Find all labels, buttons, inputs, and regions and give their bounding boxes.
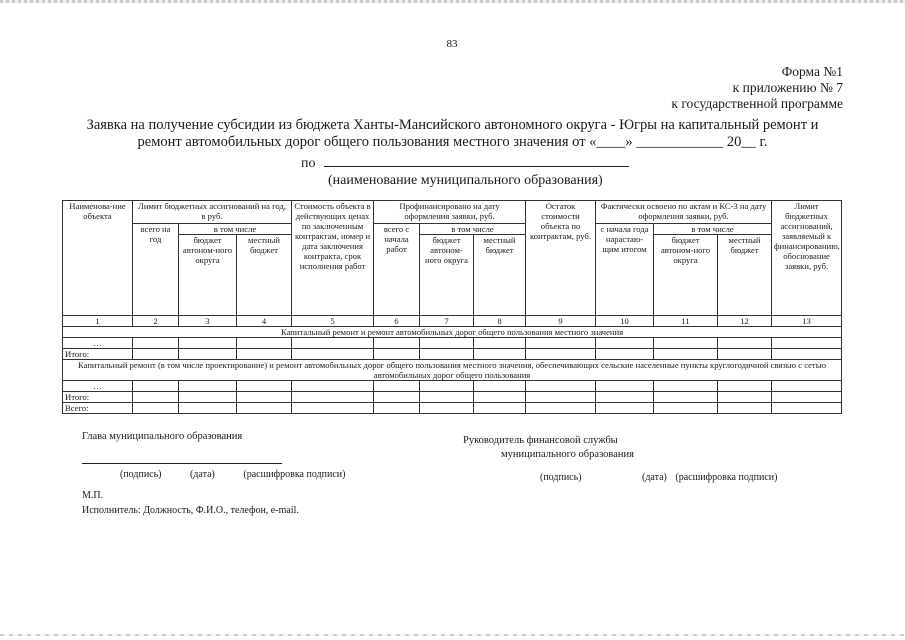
column-number: 9 xyxy=(526,316,596,327)
column-number: 12 xyxy=(718,316,772,327)
column-number: 10 xyxy=(596,316,654,327)
section-1-heading: Капитальный ремонт и ремонт автомобильных дорог общего пользования местного значения xyxy=(63,327,842,338)
transcript-label: (расшифровка подписи) xyxy=(243,469,346,480)
section-2-row xyxy=(63,360,842,381)
header-actual-total: с начала года нарастаю-щим итогом xyxy=(596,224,654,316)
po-label: по xyxy=(301,156,316,171)
executor-line: Исполнитель: Должность, Ф.И.О., телефон, e-mail. xyxy=(82,505,299,516)
column-numbers-row xyxy=(63,316,842,327)
header-row-1 xyxy=(63,201,842,224)
scan-edge-bottom xyxy=(0,634,905,636)
seal-place: М.П. xyxy=(82,490,104,501)
section-2-heading: Капитальный ремонт (в том числе проектирование) и ремонт автомобильных дорог общего пользования местного значения, обеспечивающих сельские населенные пункты круглогодичной связью с сетью автомобильных дорог общего пользования xyxy=(63,360,842,381)
municipality-blank xyxy=(324,154,629,167)
head-signature-title: Глава муниципального образования xyxy=(82,431,243,442)
section-2-total-row xyxy=(63,392,842,403)
finance-head-title-2: муниципального образования xyxy=(501,449,634,460)
document-title xyxy=(60,117,845,151)
column-number: 11 xyxy=(654,316,718,327)
page-number: 83 xyxy=(446,38,458,50)
header-financed: Профинансировано на дату оформления заявки, руб. xyxy=(374,201,526,224)
date-label: (дата) xyxy=(190,469,215,480)
application-table xyxy=(62,200,842,414)
section-1-row xyxy=(63,327,842,338)
header-actual-incl: в том числе xyxy=(654,224,772,235)
header-row-2 xyxy=(63,224,842,235)
header-actual-okrug: бюджет автоном-ного округа xyxy=(654,235,718,316)
finance-head-title-1: Руководитель финансовой службы xyxy=(463,435,618,446)
program-ref: к государственной программе xyxy=(671,96,843,111)
header-financed-incl: в том числе xyxy=(420,224,526,235)
title-line-2: ремонт автомобильных дорог общего пользования местного значения от «____» ____________ 20__ г. xyxy=(137,134,768,150)
total-label: Итого: xyxy=(63,392,133,403)
header-actual-local: местный бюджет xyxy=(718,235,772,316)
form-number: Форма №1 xyxy=(781,64,843,79)
header-row-3 xyxy=(63,235,842,316)
header-limit-total: всего на год xyxy=(133,224,179,316)
header-limit: Лимит бюджетных ассигнований на год, в руб. xyxy=(133,201,292,224)
column-number: 8 xyxy=(474,316,526,327)
header-cost: Стоимость объекта в действующих ценах по заключенным контрактам, номер и дата заключения контракта, срок исполнения работ xyxy=(292,201,374,316)
title-line-1: Заявка на получение субсидии из бюджета Ханты-Мансийского автономного округа - Югры на капитальный ремонт и xyxy=(86,117,819,133)
header-actual: Фактически освоено по актам и КС-3 на дату оформления заявки, руб. xyxy=(596,201,772,224)
header-requested-limit: Лимит бюджетных ассигнований, заявляемый к финансированию, обоснование заявки, руб. xyxy=(772,201,842,316)
transcript-label: (расшифровка подписи) xyxy=(675,472,778,483)
appendix-ref: к приложению № 7 xyxy=(732,80,843,95)
column-number: 13 xyxy=(772,316,842,327)
form-header xyxy=(671,64,843,112)
date-label: (дата) xyxy=(642,472,667,483)
head-signature-labels xyxy=(120,469,371,480)
header-limit-okrug: бюджет автоном-ного округа xyxy=(179,235,237,316)
header-object-name: Наименова-ние объекта xyxy=(63,201,133,316)
column-number: 4 xyxy=(237,316,292,327)
finance-head-title xyxy=(463,434,634,462)
header-financed-total: всего с начала работ xyxy=(374,224,420,316)
column-number: 5 xyxy=(292,316,374,327)
header-financed-okrug: бюджет автоном-ного округа xyxy=(420,235,474,316)
header-remainder: Остаток стоимости объекта по контрактам, руб. xyxy=(526,201,596,316)
grand-total-row xyxy=(63,403,842,414)
column-number: 6 xyxy=(374,316,420,327)
municipality-line xyxy=(301,154,629,172)
section-2-object-row xyxy=(63,381,842,392)
scan-edge-top xyxy=(0,0,905,3)
head-signature-line xyxy=(82,463,282,464)
signature-label: (подпись) xyxy=(120,469,162,480)
header-limit-incl: в том числе xyxy=(179,224,292,235)
section-1-total-row xyxy=(63,349,842,360)
object-ditto: … xyxy=(63,381,133,392)
column-number: 3 xyxy=(179,316,237,327)
total-label: Итого: xyxy=(63,349,133,360)
header-limit-local: местный бюджет xyxy=(237,235,292,316)
column-number: 1 xyxy=(63,316,133,327)
section-1-object-row xyxy=(63,338,842,349)
signature-label: (подпись) xyxy=(540,472,582,483)
grand-total-label: Всего: xyxy=(63,403,133,414)
object-ditto: … xyxy=(63,338,133,349)
column-number: 2 xyxy=(133,316,179,327)
column-number: 7 xyxy=(420,316,474,327)
finance-signature-labels xyxy=(540,472,777,483)
header-financed-local: местный бюджет xyxy=(474,235,526,316)
municipality-caption: (наименование муниципального образования) xyxy=(328,173,603,188)
